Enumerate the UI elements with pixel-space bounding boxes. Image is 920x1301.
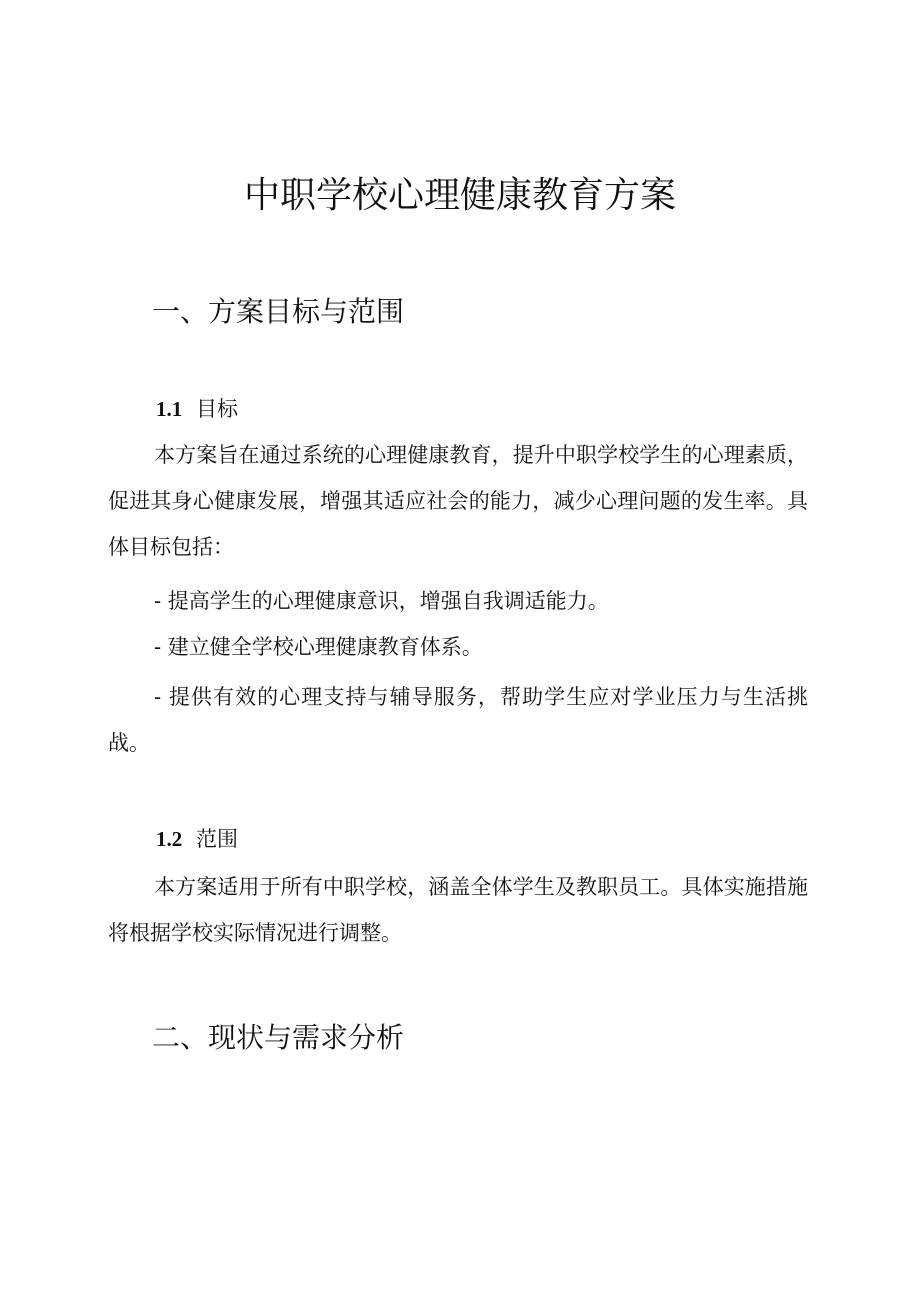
- document-title: 中职学校心理健康教育方案: [243, 175, 676, 216]
- bullet-item: - 提高学生的心理健康意识，增强自我调适能力。: [154, 589, 609, 613]
- paragraph-goal: 本方案旨在通过系统的心理健康教育，提升中职学校学生的心理素质，促进其身心健康发展，增强其适应社会的能力，减少心理问题的发生率。具体目标包括：: [108, 443, 808, 559]
- bullet-item: - 建立健全学校心理健康教育体系。: [154, 635, 483, 659]
- paragraph-scope: 本方案适用于所有中职学校，涵盖全体学生及教职员工。具体实施措施将根据学校实际情况进行调整。: [108, 875, 808, 945]
- subsection-label: 范围: [196, 827, 238, 851]
- section-heading-2: 二、现状与需求分析: [152, 1021, 405, 1054]
- subsection-number: 1.2: [156, 827, 183, 851]
- subsection-number: 1.1: [156, 397, 183, 421]
- subsection-label: 目标: [196, 397, 238, 421]
- subsection-heading-1-1: [156, 394, 238, 424]
- bullet-item: - 提供有效的心理支持与辅导服务，帮助学生应对学业压力与生活挑战。: [108, 685, 808, 755]
- subsection-heading-1-2: [156, 824, 238, 854]
- section-heading-1: 一、方案目标与范围: [152, 295, 405, 328]
